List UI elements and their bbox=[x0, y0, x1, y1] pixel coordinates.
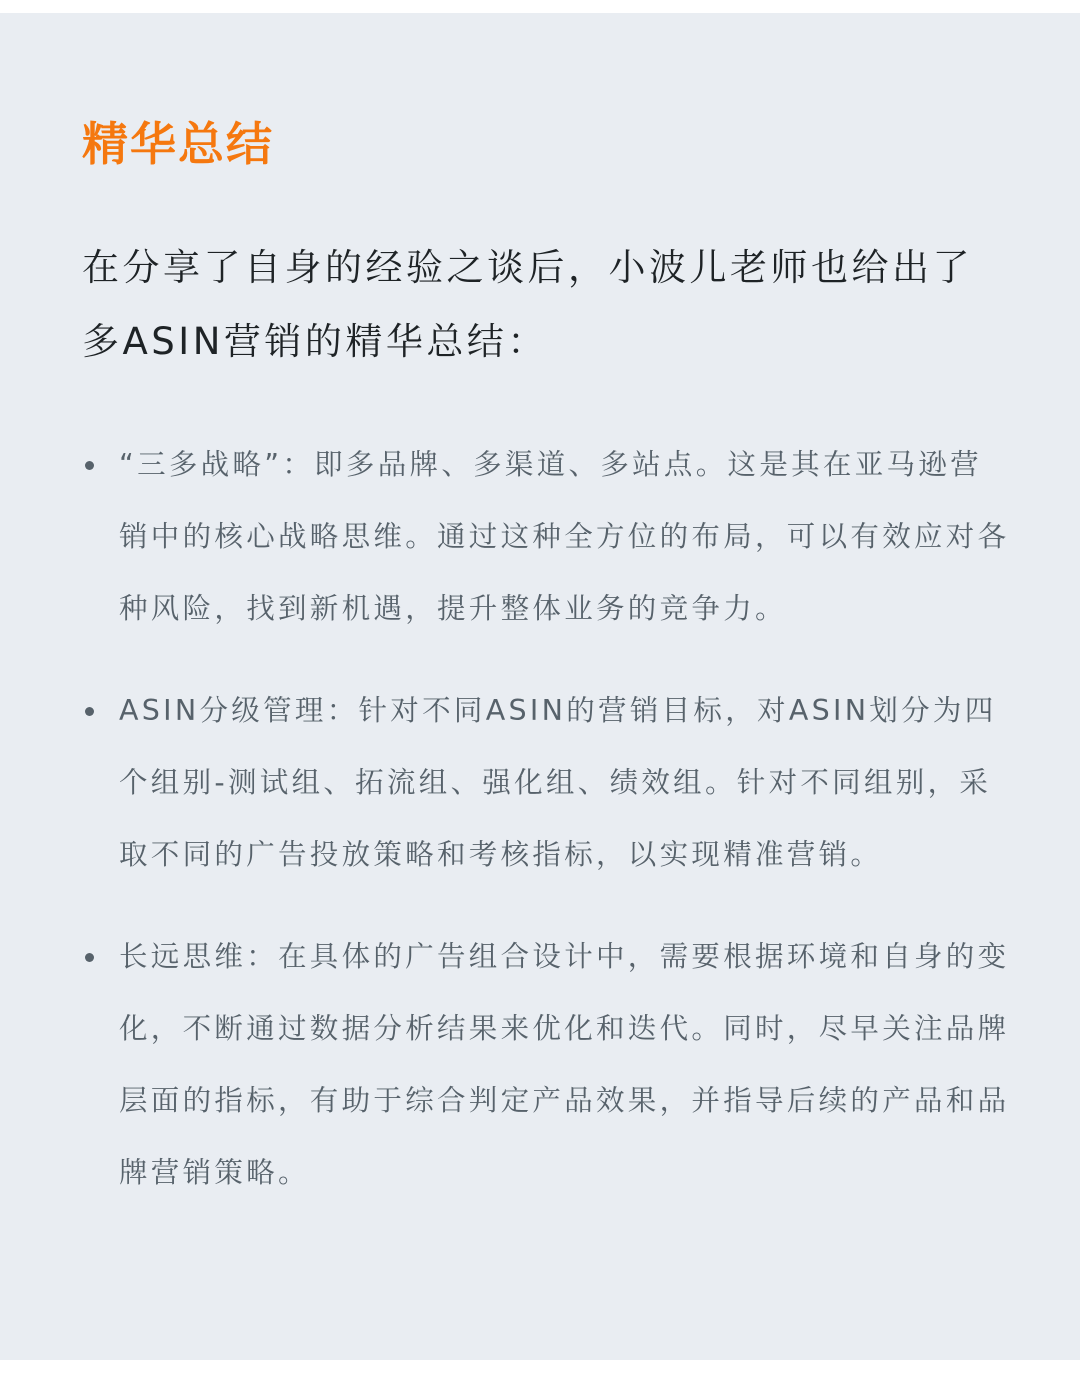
summary-bullet-list bbox=[82, 429, 1012, 1239]
bullet-item-long-term-thinking bbox=[82, 921, 1012, 1209]
intro-paragraph: 在分享了自身的经验之谈后，小波儿老师也给出了多ASIN营销的精华总结： bbox=[82, 246, 973, 363]
section-title: 精华总结 bbox=[82, 117, 274, 171]
bullet-text: “三多战略”：即多品牌、多渠道、多站点。这是其在亚马逊营销中的核心战略思维。通过这种全方位的布局，可以有效应对各种风险，找到新机遇，提升整体业务的竞争力。 bbox=[119, 448, 1010, 625]
bullet-dot-icon bbox=[85, 953, 94, 962]
bullet-dot-icon bbox=[85, 461, 94, 470]
bullet-text: 长远思维：在具体的广告组合设计中，需要根据环境和自身的变化，不断通过数据分析结果来优化和迭代。同时，尽早关注品牌层面的指标，有助于综合判定产品效果，并指导后续的产品和品牌营销策略。 bbox=[119, 940, 1010, 1189]
summary-card bbox=[0, 13, 1080, 1360]
bullet-item-asin-tiering bbox=[82, 675, 1012, 891]
bullet-dot-icon bbox=[85, 707, 94, 716]
bullet-item-three-strategy bbox=[82, 429, 1012, 645]
bullet-text: ASIN分级管理：针对不同ASIN的营销目标，对ASIN划分为四个组别-测试组、拓流组、强化组、绩效组。针对不同组别，采取不同的广告投放策略和考核指标，以实现精准营销。 bbox=[119, 694, 997, 871]
